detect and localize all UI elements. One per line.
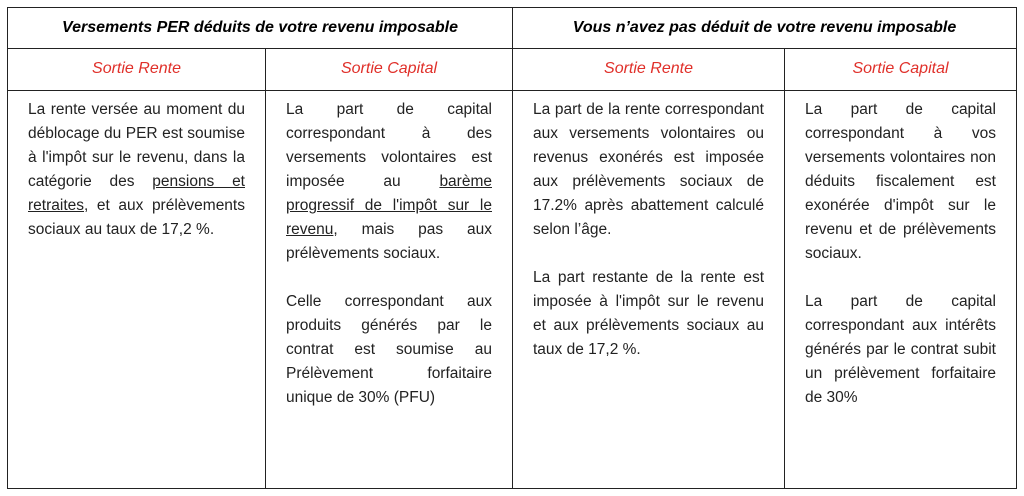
text: La part de capital correspondant à des versements volontaires est imposée au bbox=[286, 101, 492, 190]
subheader-row bbox=[8, 48, 1016, 91]
cell-capital-deducted bbox=[265, 90, 512, 488]
pensions-retraites-link[interactable]: pensions et retraites bbox=[28, 173, 245, 214]
paragraph bbox=[28, 98, 245, 242]
bareme-progressif-link[interactable]: barème progressif de l'impôt sur le revenu bbox=[286, 173, 492, 238]
per-taxation-table bbox=[7, 7, 1017, 489]
paragraph: La part de la rente correspondant aux versements volontaires ou revenus exonérés est imposée aux prélèvements sociaux de 17.2% après abattement calculé selon l’âge. bbox=[533, 101, 764, 238]
header-deducted: Versements PER déduits de votre revenu imposable bbox=[62, 19, 458, 36]
text: , et aux prélèvements sociaux au taux de 17,2 %. bbox=[28, 197, 245, 238]
text: , mais pas aux prélèvements sociaux. bbox=[286, 221, 492, 262]
subheader-rente-not-deducted: Sortie Rente bbox=[512, 48, 784, 90]
paragraph bbox=[286, 98, 492, 266]
subheader-rente-deducted: Sortie Rente bbox=[92, 60, 181, 77]
cell-rente-deducted bbox=[8, 90, 265, 488]
paragraph: La part restante de la rente est imposée à l'impôt sur le revenu et aux prélèvements sociaux au taux de 17,2 %. bbox=[533, 269, 764, 358]
cell-capital-not-deducted bbox=[784, 90, 1016, 488]
subheader-capital-not-deducted: Sortie Capital bbox=[784, 48, 1016, 90]
header-row bbox=[8, 8, 1016, 49]
paragraph: La part de capital correspondant à vos versements volontaires non déduits fiscalement est exonérée d'impôt sur le revenu et de prélèvements sociaux. bbox=[805, 101, 996, 262]
subheader-capital-deducted: Sortie Capital bbox=[265, 48, 512, 90]
paragraph: Celle correspondant aux produits générés par le contrat est soumise au Prélèvement forfaitaire unique de 30% (PFU) bbox=[286, 293, 492, 406]
cell-rente-not-deducted bbox=[512, 90, 784, 488]
paragraph: La part de capital correspondant aux intérêts générés par le contrat subit un prélèvement forfaitaire de 30% bbox=[805, 293, 996, 406]
body-row bbox=[8, 90, 1016, 488]
header-not-deducted: Vous n’avez pas déduit de votre revenu imposable bbox=[512, 8, 1016, 48]
text: La rente versée au moment du déblocage du PER est soumise à l'impôt sur le revenu, dans la catégorie des bbox=[28, 101, 245, 190]
